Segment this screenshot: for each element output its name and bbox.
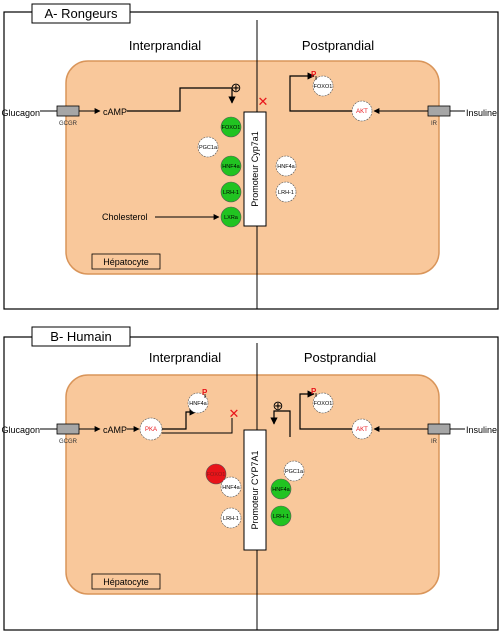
panel-a-hepatocyte: Hépatocyte (103, 257, 149, 267)
panel-b-insuline-label: Insuline (466, 425, 498, 435)
panel-b-hepatocyte: Hépatocyte (103, 577, 149, 587)
factor-label: FOXO1 (206, 472, 226, 478)
panel-b-phospho-right: P (311, 387, 317, 396)
panel-b-promoter-label: Promoteur CYP7A1 (250, 450, 260, 530)
panel-a-title: A- Rongeurs (44, 6, 118, 21)
panel-b-inhibition-cross: ✕ (228, 406, 240, 421)
panel-a-gcgr-receptor (57, 106, 79, 116)
panel-b-left-header: Interprandial (148, 350, 222, 365)
panel-b-akt: AKT (356, 427, 368, 433)
panel-a-right-header: Postprandial (301, 38, 375, 53)
panel-b-ir-label: IR (431, 439, 437, 445)
panel-b (1, 327, 498, 630)
panel-b-plus: ⊕ (272, 398, 284, 413)
panel-a-inhibition-cross: ✕ (257, 94, 269, 109)
panel-b-gcgr-receptor (57, 424, 79, 434)
panel-b-glucagon-label: Glucagon (1, 425, 40, 435)
factor-label: HNF4a (222, 485, 240, 491)
factor-label: LRH-1 (273, 514, 289, 520)
factor-label: HNF4a (277, 164, 295, 170)
panel-b-pka: PKA (144, 427, 158, 433)
panel-a-phospho: P (311, 70, 317, 79)
panel-a-foxo1-right: FOXO1 (313, 84, 333, 90)
panel-b-gcgr-label: GCGR (59, 439, 77, 445)
panel-a (1, 4, 498, 309)
panel-a-ir-label: IR (431, 121, 437, 127)
factor-label: LRH-1 (223, 190, 239, 196)
panel-a-insuline-label: Insuline (466, 108, 498, 118)
factor-label: LRH-1 (223, 516, 239, 522)
panel-a-glucagon-label: Glucagon (1, 108, 40, 118)
panel-a-cholesterol: Cholesterol (102, 212, 148, 222)
panel-a-ir-receptor (428, 106, 450, 116)
panel-a-camp: cAMP (103, 107, 128, 117)
panel-b-phospho-left: P (202, 388, 208, 397)
panel-a-gcgr-label: GCGR (59, 121, 77, 127)
factor-label: PGC1a (198, 145, 218, 151)
panel-b-title: B- Humain (50, 329, 112, 344)
panel-a-plus: ⊕ (230, 80, 242, 95)
factor-label: LRH-1 (278, 190, 294, 196)
panel-b-ir-receptor (428, 424, 450, 434)
panel-b-camp: cAMP (103, 425, 128, 435)
factor-label: LXRa (224, 215, 238, 221)
panel-a-left-header: Interprandial (128, 38, 202, 53)
factor-label: HNF4a (222, 164, 240, 170)
panel-b-hnf4a-top: HNF4a (189, 401, 207, 407)
factor-label: HNF4a (272, 487, 290, 493)
panel-b-right-header: Postprandial (303, 350, 377, 365)
panel-a-akt: AKT (356, 109, 368, 115)
factor-label: FOXO1 (221, 125, 241, 131)
panel-b-foxo1-right: FOXO1 (313, 401, 333, 407)
factor-label: PGC1a (284, 469, 304, 475)
panel-a-promoter-label: Promoteur Cyp7a1 (250, 131, 260, 207)
